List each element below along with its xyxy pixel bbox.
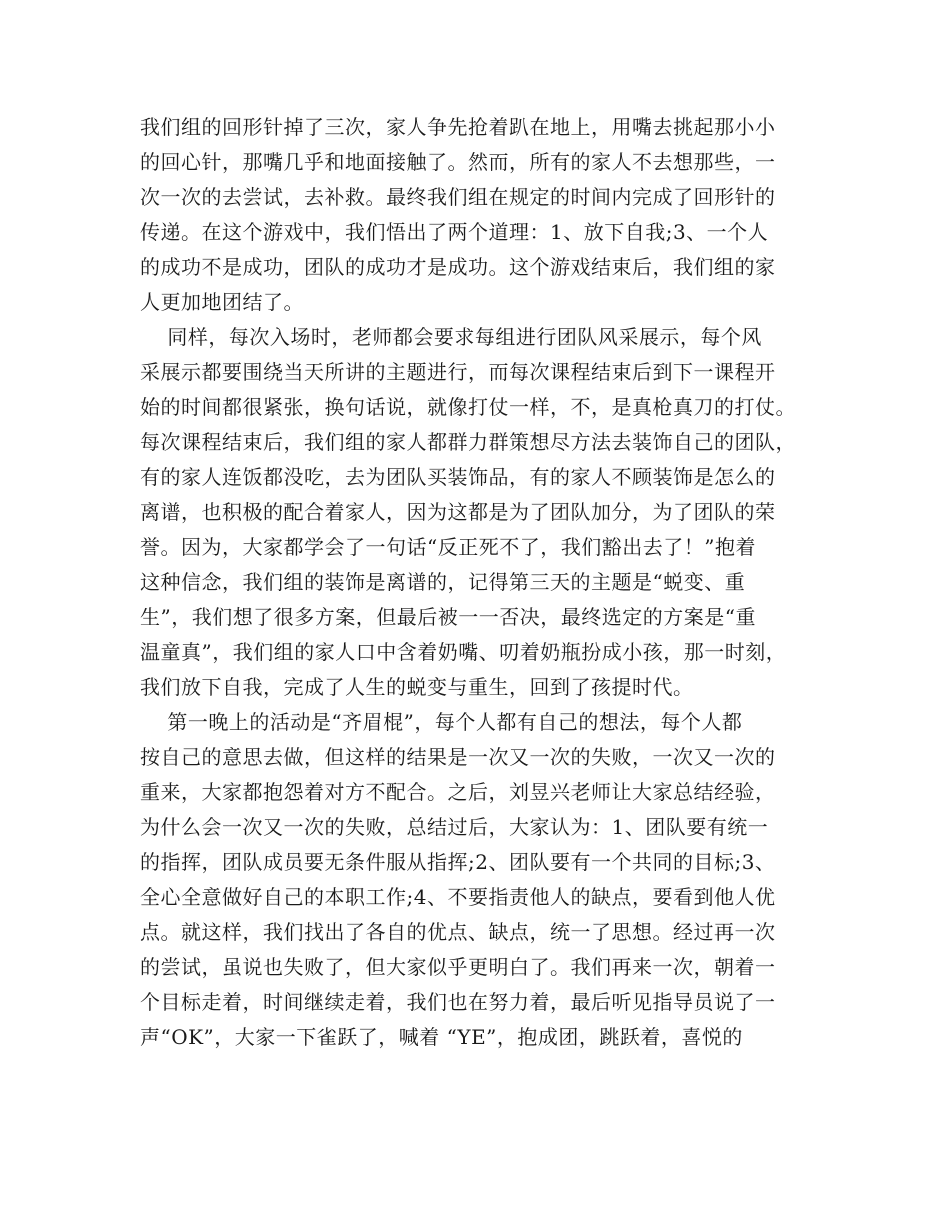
text-line: 的尝试，虽说也失败了，但大家似乎更明白了。我们再来一次，朝着一	[140, 955, 776, 979]
text-line: 誉。因为，大家都学会了一句话“反正死不了，我们豁出去了！”抱着	[140, 535, 756, 559]
text-line: 重来，大家都抱怨着对方不配合。之后，刘昱兴老师让大家总结经验，	[140, 780, 776, 804]
text-line: 温童真”，我们组的家人口中含着奶嘴、叨着奶瓶扮成小孩，那一时刻，	[140, 640, 787, 664]
text-line: 按自己的意思去做，但这样的结果是一次又一次的失败，一次又一次的	[140, 745, 776, 769]
text-line: 为什么会一次又一次的失败，总结过后，大家认为：1、团队要有统一	[140, 815, 769, 839]
text-line: 第一晚上的活动是“齐眉棍”，每个人都有自己的想法，每个人都	[140, 710, 743, 734]
text-line: 声“OK”，大家一下雀跃了，喊着 “YE”，抱成团，跳跃着，喜悦的	[140, 1025, 743, 1049]
text-line: 的成功不是成功，团队的成功才是成功。这个游戏结束后，我们组的家	[140, 255, 776, 279]
text-line: 的指挥，团队成员要无条件服从指挥;2、团队要有一个共同的目标;3、	[140, 850, 776, 874]
text-line: 个目标走着，时间继续走着，我们也在努力着，最后听见指导员说了一	[140, 990, 776, 1014]
text-line: 生”，我们想了很多方案，但最后被一一否决，最终选定的方案是“重	[140, 605, 756, 629]
text-line: 离谱，也积极的配合着家人，因为这都是为了团队加分，为了团队的荣	[140, 500, 776, 524]
text-line: 同样，每次入场时，老师都会要求每组进行团队风采展示，每个风	[140, 325, 762, 349]
text-line: 次一次的去尝试，去补救。最终我们组在规定的时间内完成了回形针的	[140, 185, 776, 209]
text-line: 点。就这样，我们找出了各自的优点、缺点，统一了思想。经过再一次	[140, 920, 776, 944]
text-line: 传递。在这个游戏中，我们悟出了两个道理：1、放下自我;3、一个人	[140, 220, 769, 244]
text-line: 始的时间都很紧张，换句话说，就像打仗一样，不，是真枪真刀的打仗。	[140, 395, 796, 419]
text-line: 我们组的回形针掉了三次，家人争先抢着趴在地上，用嘴去挑起那小小	[140, 115, 776, 139]
text-line: 这种信念，我们组的装饰是离谱的，记得第三天的主题是“蜕变、重	[140, 570, 746, 594]
text-line: 全心全意做好自己的本职工作;4、不要指责他人的缺点，要看到他人优	[140, 885, 776, 909]
text-line: 每次课程结束后，我们组的家人都群力群策想尽方法去装饰自己的团队，	[140, 430, 796, 454]
text-line: 有的家人连饭都没吃，去为团队买装饰品，有的家人不顾装饰是怎么的	[140, 465, 776, 489]
text-line: 人更加地团结了。	[140, 290, 304, 314]
text-line: 的回心针，那嘴几乎和地面接触了。然而，所有的家人不去想那些，一	[140, 150, 776, 174]
text-line: 我们放下自我，完成了人生的蜕变与重生，回到了孩提时代。	[140, 675, 694, 699]
text-line: 采展示都要围绕当天所讲的主题进行，而每次课程结束后到下一课程开	[140, 360, 776, 384]
body-text	[140, 110, 816, 1055]
